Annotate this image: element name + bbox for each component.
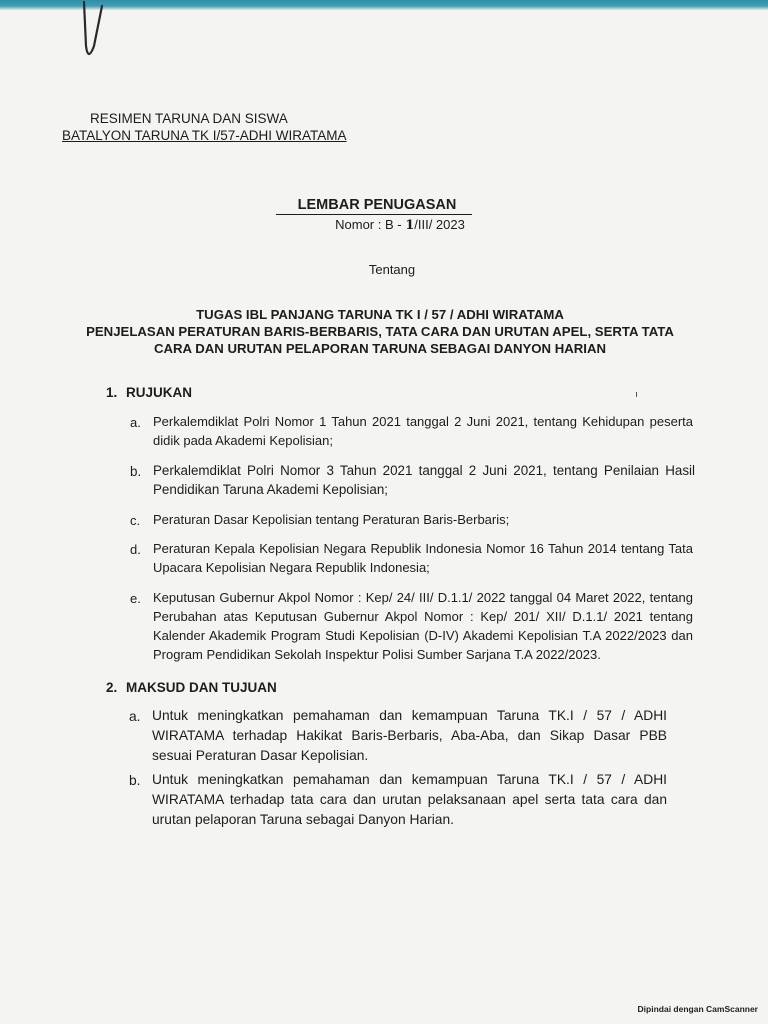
list-item-letter: a. bbox=[129, 709, 141, 724]
list-item-letter: c. bbox=[130, 513, 141, 528]
list-item-letter: e. bbox=[130, 591, 141, 606]
letterhead bbox=[62, 110, 347, 144]
list-item-letter: b. bbox=[129, 773, 141, 788]
letterhead-line-1: RESIMEN TARUNA DAN SISWA bbox=[90, 111, 288, 126]
list-item-letter: b. bbox=[130, 464, 142, 479]
section-heading bbox=[106, 680, 277, 695]
list-item-text: Peraturan Dasar Kepolisian tentang Peraturan Baris-Berbaris; bbox=[153, 512, 510, 527]
document-number bbox=[32, 217, 768, 233]
list-item-letter: a. bbox=[130, 415, 141, 430]
about-label: Tentang bbox=[368, 262, 416, 277]
section-title: RUJUKAN bbox=[126, 385, 193, 400]
list-item bbox=[130, 461, 695, 499]
document-number-mark: 1 bbox=[405, 218, 415, 233]
scan-mark bbox=[636, 392, 637, 397]
list-item-text: Perkalemdiklat Polri Nomor 1 Tahun 2021 tanggal 2 Juni 2021, tentang Kehidupan peserta didik pada Akademi Kepolisian; bbox=[153, 414, 693, 448]
list-item bbox=[129, 770, 667, 830]
document-title-block bbox=[0, 196, 768, 233]
section-number: 1. bbox=[106, 385, 118, 400]
section-number: 2. bbox=[106, 680, 118, 695]
list-item-text: Peraturan Kepala Kepolisian Negara Republik Indonesia Nomor 16 Tahun 2014 tentang Tata Upacara Kepolisian Negara Republik Indonesia; bbox=[153, 541, 693, 575]
document-number-suffix: /III/ 2023 bbox=[414, 217, 465, 232]
list-item-text: Perkalemdiklat Polri Nomor 3 Tahun 2021 tanggal 2 Juni 2021, tentang Penilaian Hasil Pendidikan Taruna Akademi Kepolisian; bbox=[153, 463, 695, 497]
document-subject bbox=[70, 306, 690, 357]
subject-line-3: CARA DAN URUTAN PELAPORAN TARUNA SEBAGAI DANYON HARIAN bbox=[153, 341, 607, 356]
list-item-text: Untuk meningkatkan pemahaman dan kemampuan Taruna TK.I / 57 / ADHI WIRATAMA terhadap Hakikat Baris-Berbaris, Aba-Aba, dan Sikap Dasar PBB sesuai Peraturan Dasar Kepolisian. bbox=[152, 708, 667, 763]
document-number-prefix: Nomor : B - bbox=[335, 217, 402, 232]
list-item bbox=[130, 510, 693, 529]
scan-edge-bar bbox=[0, 0, 768, 10]
letterhead-line-2: BATALYON TARUNA TK I/57-ADHI WIRATAMA bbox=[62, 128, 347, 143]
document-title: LEMBAR PENUGASAN bbox=[276, 197, 473, 215]
list-item-letter: d. bbox=[130, 542, 141, 557]
list-item bbox=[129, 706, 667, 766]
paperclip-icon bbox=[68, 0, 108, 66]
list-item-text: Keputusan Gubernur Akpol Nomor : Kep/ 24/ III/ D.1.1/ 2022 tanggal 04 Maret 2022, tentang Perubahan atas Keputusan Gubernur Akpol Nomor : Kep/ 201/ XII/ D.1.1/ 2021 tentang Kalender Akademik Program Studi Kepolisian (D-IV) Akademi Kepolisian T.A 2022/2023 dan Program Pendidikan Sekolah Inspektur Polisi Sumber Sarjana T.A 2022/2023. bbox=[153, 590, 693, 662]
subject-line-2: PENJELASAN PERATURAN BARIS-BERBARIS, TATA CARA DAN URUTAN APEL, SERTA TATA bbox=[86, 324, 674, 339]
list-item bbox=[130, 412, 693, 450]
list-item-text: Untuk meningkatkan pemahaman dan kemampuan Taruna TK.I / 57 / ADHI WIRATAMA terhadap tata cara dan urutan pelaksanaan apel serta tata cara dan urutan pelaporan Taruna sebagai Danyon Harian. bbox=[152, 772, 667, 827]
scanner-watermark: Dipindai dengan CamScanner bbox=[637, 1004, 758, 1014]
section-heading bbox=[106, 385, 192, 400]
list-item bbox=[130, 539, 693, 577]
subject-line-1: TUGAS IBL PANJANG TARUNA TK I / 57 / ADHI WIRATAMA bbox=[196, 307, 564, 322]
list-item bbox=[130, 588, 693, 664]
section-title: MAKSUD DAN TUJUAN bbox=[126, 680, 277, 695]
